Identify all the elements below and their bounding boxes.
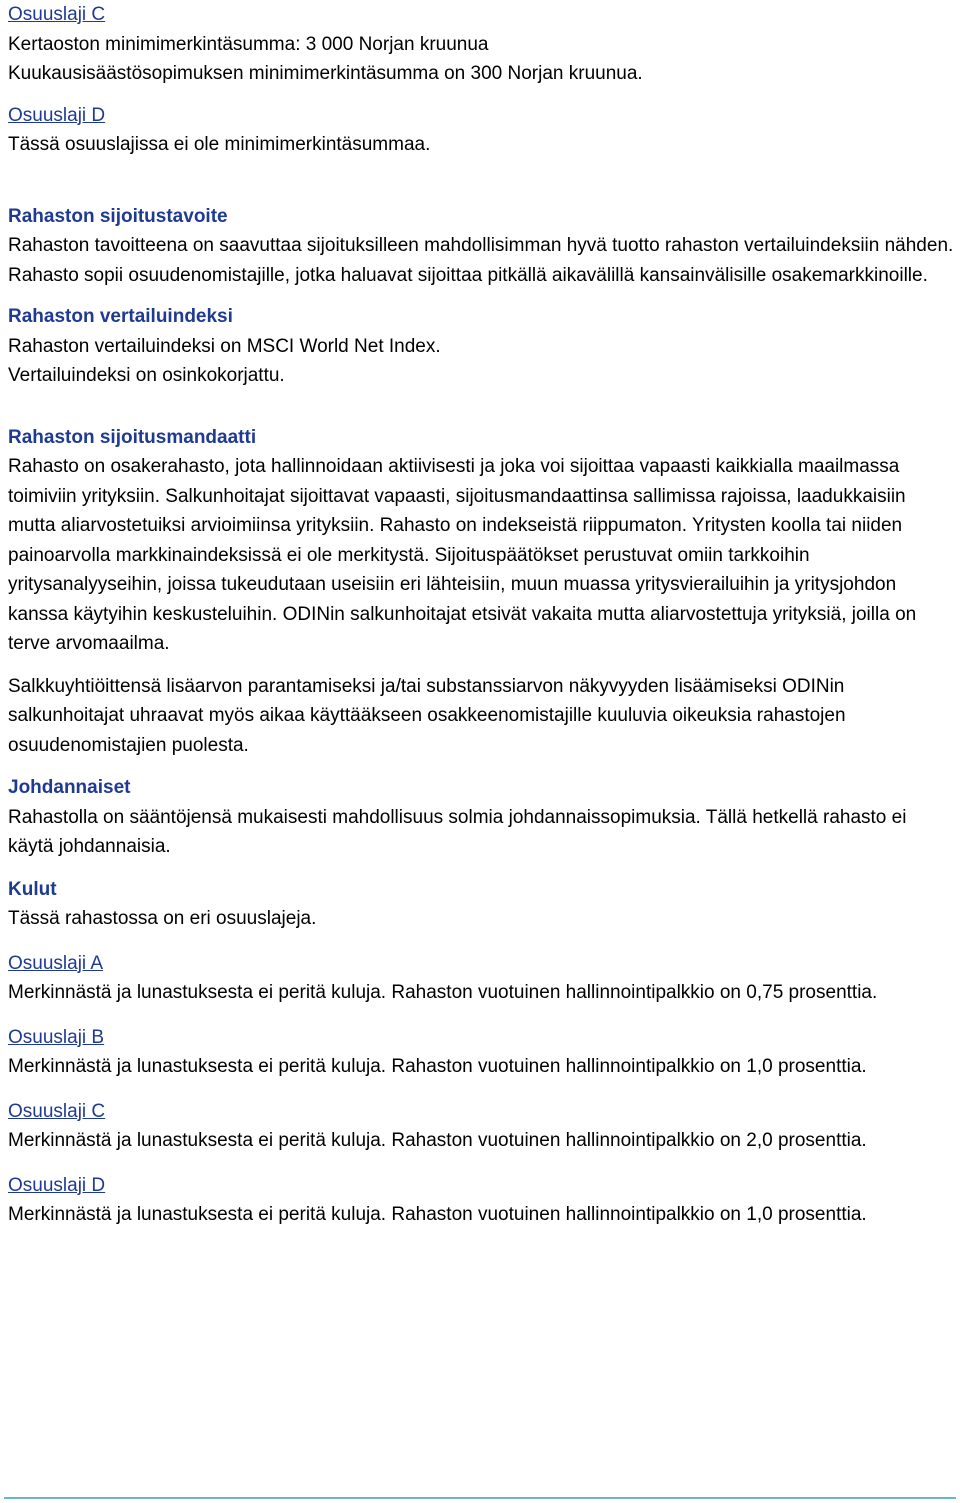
section-osuuslaji-a xyxy=(8,949,956,1008)
osuuslaji-a-link[interactable]: Osuuslaji A xyxy=(8,952,104,974)
section-osuuslaji-c xyxy=(8,1097,956,1156)
section-paragraph: Rahastolla on sääntöjensä mukaisesti mahdollisuus solmia johdannaissopimuksia. Tällä hetkellä rahasto ei käytä johdannaisia. xyxy=(8,806,907,857)
section-paragraph: Tässä osuuslajissa ei ole minimimerkintäsummaa. xyxy=(8,134,431,155)
section-osuuslaji-b xyxy=(8,1023,956,1082)
document-body xyxy=(8,0,956,1230)
section-paragraph: Merkinnästä ja lunastuksesta ei peritä kuluja. Rahaston vuotuinen hallinnointipalkkio on 0,75 prosenttia. xyxy=(8,982,878,1003)
section-paragraph: Vertailuindeksi on osinkokorjattu. xyxy=(8,365,285,386)
section-johdannaiset xyxy=(8,773,956,862)
section-kulut xyxy=(8,875,956,934)
section-paragraph: Kuukausisäästösopimuksen minimimerkintäsumma on 300 Norjan kruunua. xyxy=(8,63,643,84)
section-paragraph: Merkinnästä ja lunastuksesta ei peritä kuluja. Rahaston vuotuinen hallinnointipalkkio on 1,0 prosenttia. xyxy=(8,1204,867,1225)
sijoitusmandaatti-heading: Rahaston sijoitusmandaatti xyxy=(8,426,257,448)
kulut-heading: Kulut xyxy=(8,878,57,900)
section-osuuslaji-d xyxy=(8,1171,956,1230)
section-osuuslaji-c-top xyxy=(8,0,956,89)
osuuslaji-c-top-link[interactable]: Osuuslaji C xyxy=(8,4,106,25)
section-sijoitustavoite xyxy=(8,202,956,291)
sijoitustavoite-heading: Rahaston sijoitustavoite xyxy=(8,205,228,227)
section-osuuslaji-d-top xyxy=(8,101,956,160)
section-sijoitusmandaatti xyxy=(8,423,956,761)
osuuslaji-b-link[interactable]: Osuuslaji B xyxy=(8,1026,105,1048)
vertailuindeksi-heading: Rahaston vertailuindeksi xyxy=(8,306,233,327)
osuuslaji-c-link[interactable]: Osuuslaji C xyxy=(8,1100,106,1122)
section-paragraph: Merkinnästä ja lunastuksesta ei peritä kuluja. Rahaston vuotuinen hallinnointipalkkio on 2,0 prosenttia. xyxy=(8,1130,867,1151)
section-paragraph: Merkinnästä ja lunastuksesta ei peritä kuluja. Rahaston vuotuinen hallinnointipalkkio on 1,0 prosenttia. xyxy=(8,1056,867,1077)
section-paragraph: Salkkuyhtiöittensä lisäarvon parantamiseksi ja/tai substanssiarvon näkyvyyden lisäämiseksi ODINin salkunhoitajat uhraavat myös aikaa käyttääkseen osakkeenomistajille kuuluvia oikeuksia rahastojen osuudenomistajien puolesta. xyxy=(8,675,846,756)
osuuslaji-d-top-link[interactable]: Osuuslaji D xyxy=(8,104,106,126)
section-vertailuindeksi xyxy=(8,302,956,391)
section-paragraph: Rahaston tavoitteena on saavuttaa sijoituksilleen mahdollisimman hyvä tuotto rahaston vertailuindeksiin nähden. Rahasto sopii osuudenomistajille, jotka haluavat sijoittaa pitkällä aikavälillä kansainvälisille osakemarkkinoille. xyxy=(8,235,954,286)
footer-divider xyxy=(4,1497,956,1499)
section-paragraph: Rahasto on osakerahasto, jota hallinnoidaan aktiivisesti ja joka voi sijoittaa vapaasti kaikkialla maailmassa toimiviin yrityksiin. Salkunhoitajat sijoittavat vapaasti, sijoitusmandaattinsa sallimissa rajoissa, laadukkaisiin mutta aliarvostetuiksi arvioimiinsa yrityksiin. Rahasto on indekseistä riippumaton. Yritysten koolla tai niiden painoarvolla markkinaindeksissä ei ole merkitystä. Sijoituspäätökset perustuvat omiin tarkkoihin yritysanalyyseihin, joissa tukeudutaan useisiin eri lähteisiin, muun muassa yritysvierailuihin ja yritysjohdon kanssa käytyihin keskusteluihin. ODINin salkunhoitajat etsivät vakaita mutta aliarvostettuja yrityksiä, joilla on terve arvomaailma. xyxy=(8,456,917,654)
osuuslaji-d-link[interactable]: Osuuslaji D xyxy=(8,1174,106,1196)
section-paragraph: Rahaston vertailuindeksi on MSCI World Net Index. xyxy=(8,335,441,357)
section-paragraph: Tässä rahastossa on eri osuuslajeja. xyxy=(8,908,317,929)
section-paragraph: Kertaoston minimimerkintäsumma: 3 000 Norjan kruunua xyxy=(8,33,489,55)
johdannaiset-heading: Johdannaiset xyxy=(8,777,131,798)
